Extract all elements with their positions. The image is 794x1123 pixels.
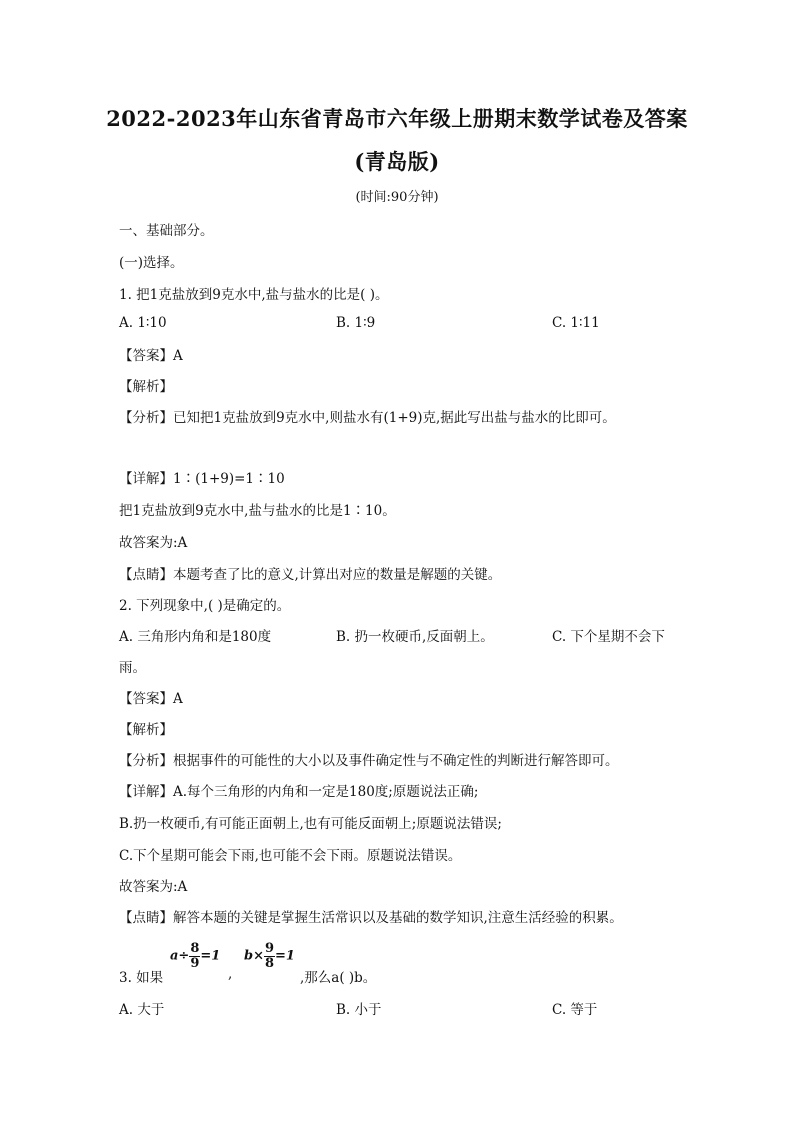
q2-fenxi: 【分析】根据事件的可能性的大小以及事件确定性与不确定性的判断进行解答即可。 <box>119 753 619 769</box>
q3-eq2-lhs: b× <box>244 948 264 964</box>
q1-comment: 【点睛】本题考查了比的意义,计算出对应的数量是解题的关键。 <box>119 567 502 583</box>
q3-suffix: ,那么a( )b。 <box>300 970 377 986</box>
q3-option-a: A. 大于 <box>119 1002 165 1018</box>
q3-equation-1 <box>170 942 220 970</box>
q2-option-a: A. 三角形内角和是180度 <box>119 629 272 645</box>
q1-option-c: C. 1∶11 <box>552 315 600 331</box>
document-title-edition: (青岛版) <box>354 149 440 174</box>
q3-option-b: B. 小于 <box>336 1002 382 1018</box>
q3-option-c: C. 等于 <box>552 1002 598 1018</box>
q2-comment: 【点睛】解答本题的关键是掌握生活常识以及基础的数学知识,注意生活经验的积累。 <box>119 910 623 926</box>
q3-eq1-denominator: 9 <box>190 955 200 971</box>
q2-detail-b: B.扔一枚硬币,有可能正面朝上,也有可能反面朝上;原题说法错误; <box>119 816 502 832</box>
q3-comma: , <box>228 966 233 982</box>
section-heading: 一、基础部分。 <box>119 223 214 239</box>
q3-eq1-lhs: a÷ <box>170 948 190 964</box>
q3-eq2-rhs: =1 <box>275 948 295 964</box>
q2-stem: 2. 下列现象中,( )是确定的。 <box>119 598 291 614</box>
q2-option-b: B. 扔一枚硬币,反面朝上。 <box>336 629 494 645</box>
q1-option-b: B. 1∶9 <box>336 315 376 331</box>
q2-option-c: C. 下个星期不会下 <box>552 629 665 645</box>
q1-stem: 1. 把1克盐放到9克水中,盐与盐水的比是( )。 <box>119 287 389 303</box>
q3-prefix: 3. 如果 <box>119 970 164 986</box>
q1-detail-2: 把1克盐放到9克水中,盐与盐水的比是1∶10。 <box>119 503 396 519</box>
q3-equation-2 <box>244 942 295 970</box>
q2-analysis-label: 【解析】 <box>119 722 173 738</box>
q2-option-c-wrap: 雨。 <box>119 660 146 676</box>
q2-final-answer: 故答案为:A <box>119 879 188 895</box>
q1-analysis-label: 【解析】 <box>119 379 173 395</box>
q3-eq1-rhs: =1 <box>200 948 221 964</box>
q1-detail: 【详解】1∶(1+9)=1∶10 <box>119 471 285 487</box>
q3-eq1-numerator: 8 <box>190 941 200 956</box>
q3-eq2-fraction <box>264 942 275 970</box>
exam-time: (时间:90分钟) <box>355 190 439 205</box>
q2-detail: 【详解】A.每个三角形的内角和一定是180度;原题说法正确; <box>119 784 479 800</box>
q1-option-a: A. 1∶10 <box>119 315 167 331</box>
q2-detail-c: C.下个星期可能会下雨,也可能不会下雨。原题说法错误。 <box>119 848 462 864</box>
document-title: 2022-2023年山东省青岛市六年级上册期末数学试卷及答案 <box>106 106 688 131</box>
q2-answer: 【答案】A <box>119 691 183 707</box>
subsection-heading: (一)选择。 <box>119 255 184 271</box>
q3-eq2-denominator: 8 <box>264 955 275 971</box>
q1-answer: 【答案】A <box>119 348 183 364</box>
q1-final-answer: 故答案为:A <box>119 535 188 551</box>
q1-fenxi: 【分析】已知把1克盐放到9克水中,则盐水有(1+9)克,据此写出盐与盐水的比即可。 <box>119 410 616 426</box>
q3-eq2-numerator: 9 <box>264 941 275 956</box>
q3-eq1-fraction <box>189 942 200 970</box>
